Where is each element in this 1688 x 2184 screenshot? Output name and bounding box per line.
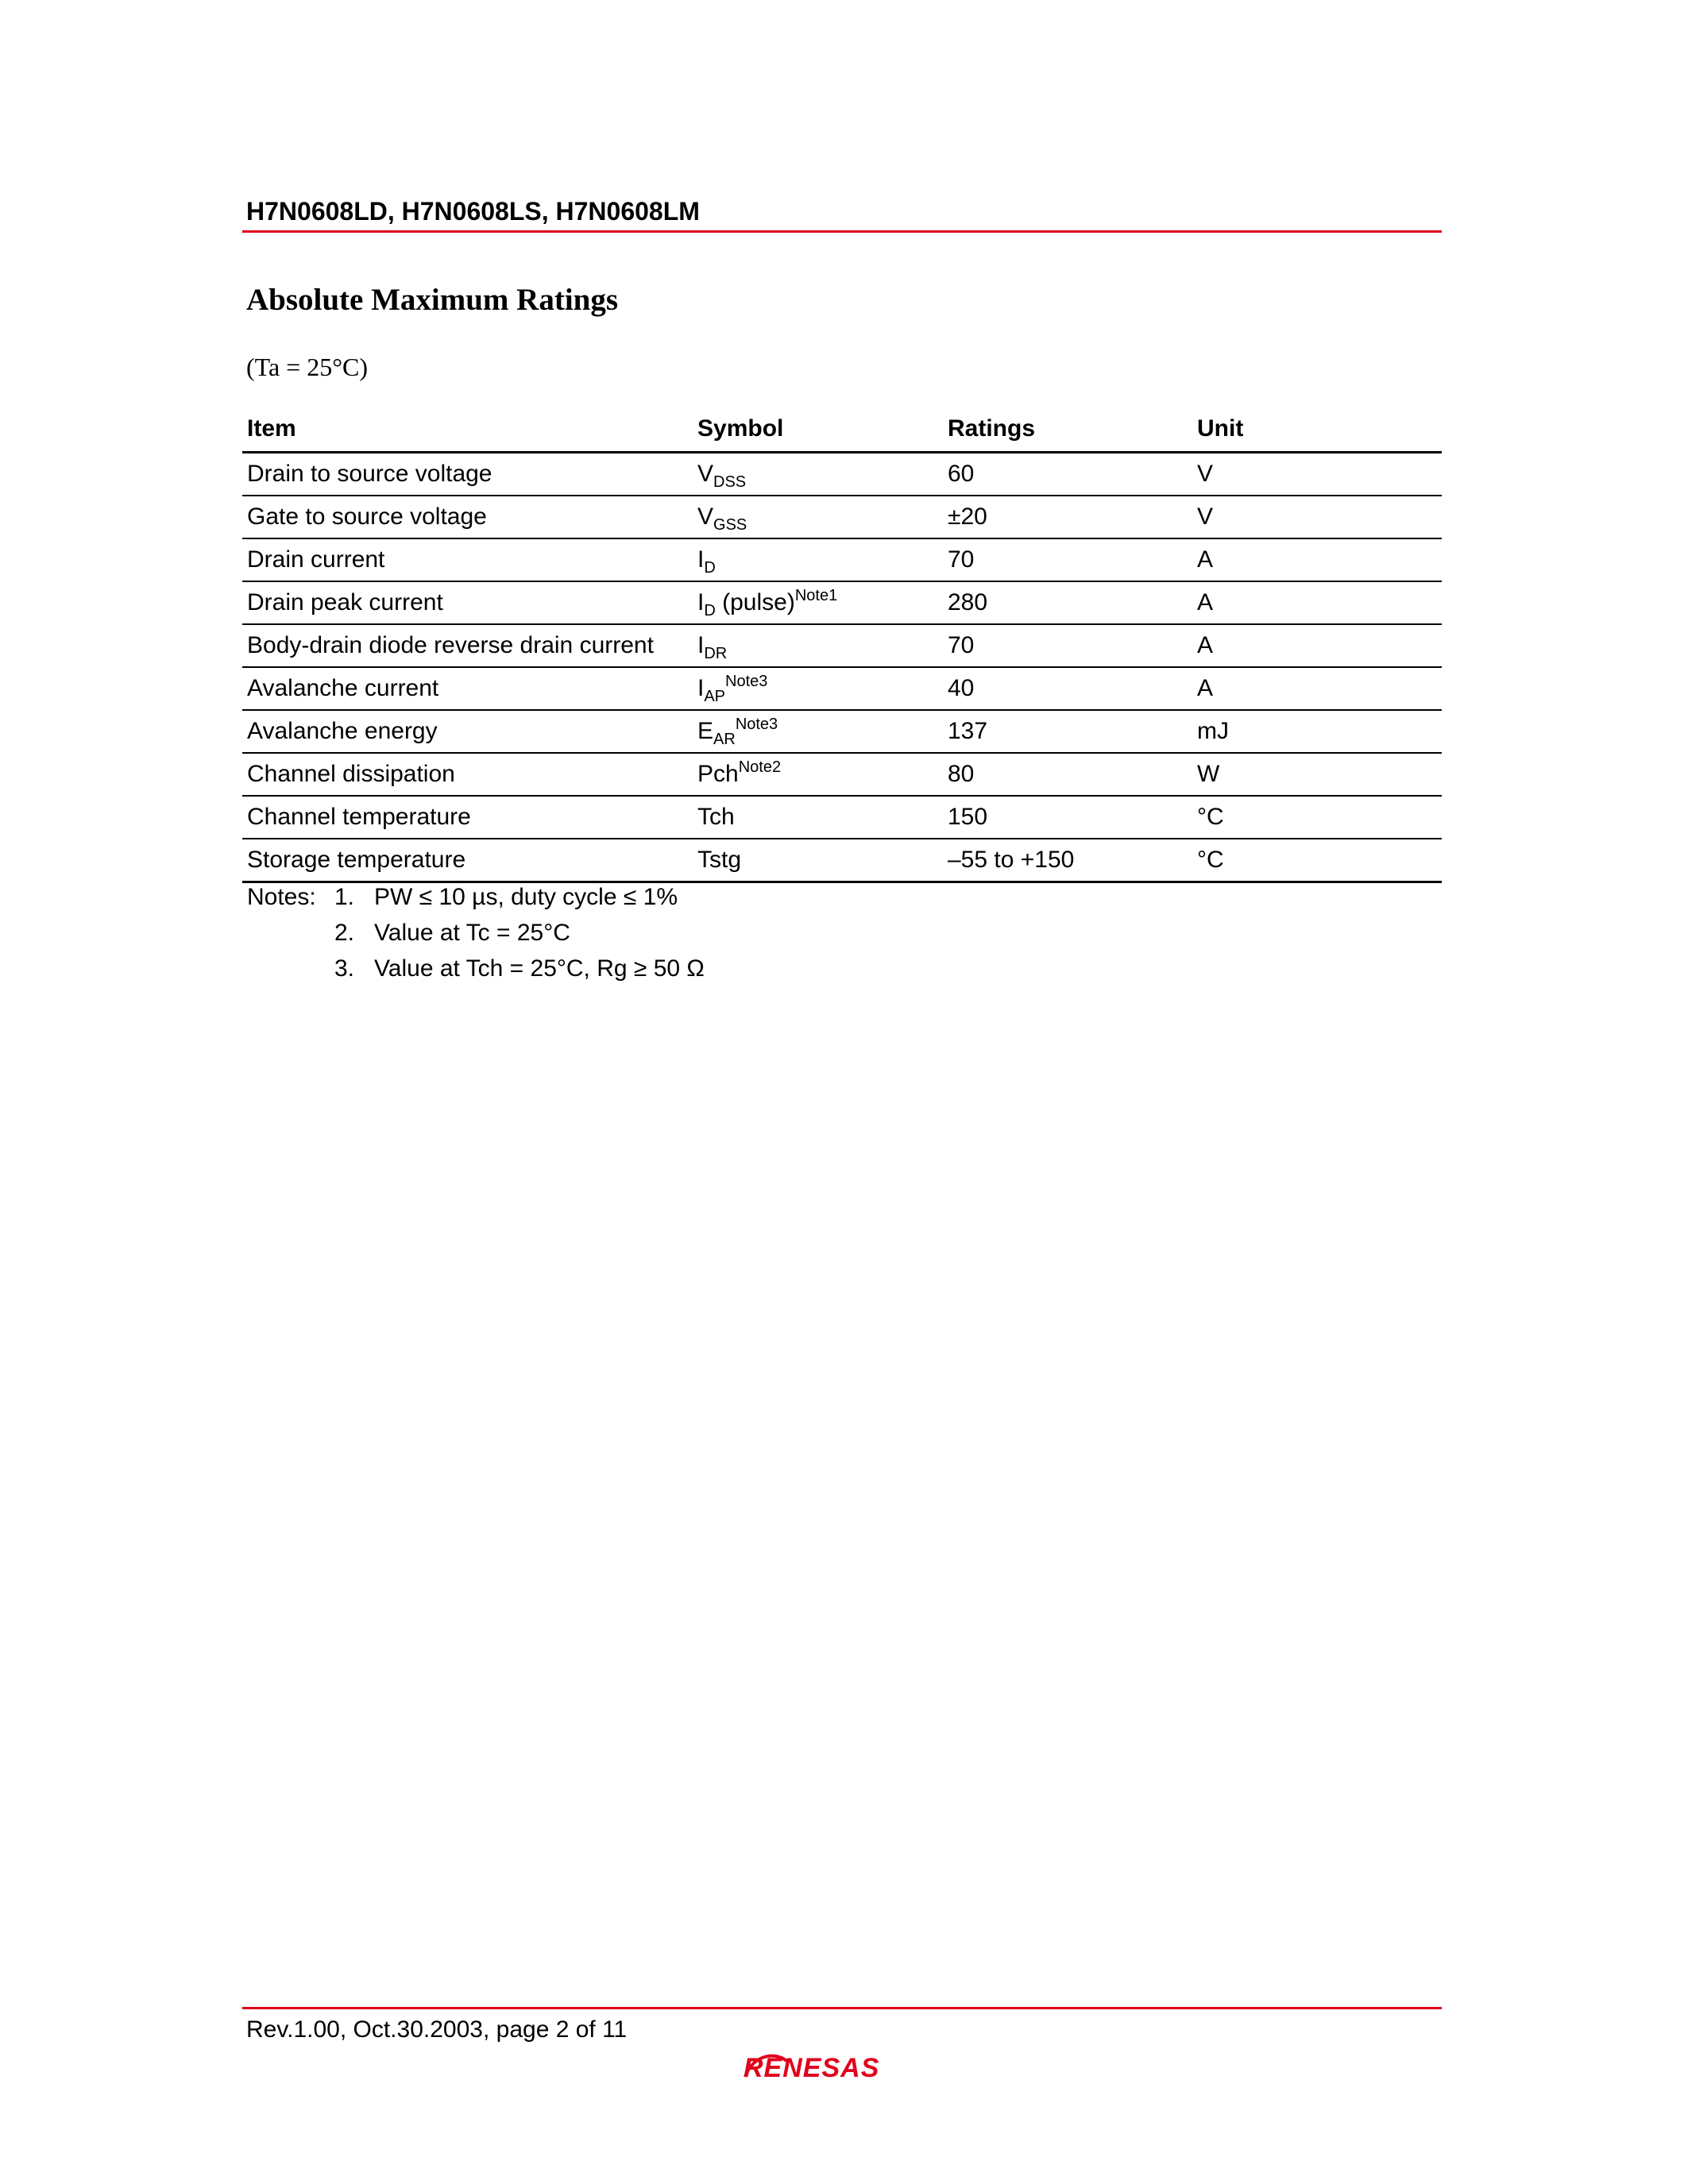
row-rating: 40 — [948, 675, 975, 701]
row-symbol: Tstg — [697, 847, 742, 873]
notes-label: Notes: — [247, 884, 316, 910]
row-unit: A — [1197, 589, 1214, 615]
row-item: Avalanche current — [247, 675, 439, 701]
svg-text:RENESAS: RENESAS — [744, 2053, 880, 2083]
ratings-table — [242, 409, 1442, 883]
row-item: Channel dissipation — [247, 761, 455, 787]
note-text: PW ≤ 10 µs, duty cycle ≤ 1% — [374, 884, 678, 910]
row-item: Storage temperature — [247, 847, 466, 873]
row-rating: 70 — [948, 546, 975, 573]
note-text: Value at Tch = 25°C, Rg ≥ 50 Ω — [374, 955, 705, 982]
table-row — [242, 453, 1442, 496]
section-title: Absolute Maximum Ratings — [246, 283, 619, 317]
footer-revision: Rev.1.00, Oct.30.2003, page 2 of 11 — [246, 2016, 628, 2043]
renesas-logo — [740, 2047, 948, 2090]
row-unit: V — [1197, 504, 1214, 530]
row-unit: W — [1197, 761, 1220, 787]
row-item: Drain current — [247, 546, 385, 573]
row-unit: °C — [1197, 804, 1224, 830]
note-text: Value at Tc = 25°C — [374, 920, 570, 946]
row-unit: mJ — [1197, 718, 1229, 744]
note-number: 3. — [334, 955, 355, 982]
row-rating: 280 — [948, 589, 988, 615]
row-item: Drain peak current — [247, 589, 443, 615]
table-row — [242, 711, 1442, 754]
row-unit: A — [1197, 632, 1214, 658]
document-header-title: H7N0608LD, H7N0608LS, H7N0608LM — [246, 197, 700, 226]
table-row — [242, 668, 1442, 711]
row-rating: 150 — [948, 804, 988, 830]
row-rating: ±20 — [948, 504, 987, 530]
note-number: 1. — [334, 884, 355, 910]
row-rating: 80 — [948, 761, 975, 787]
row-unit: A — [1197, 546, 1214, 573]
row-rating: 60 — [948, 461, 975, 487]
row-rating: 137 — [948, 718, 988, 744]
footer-rule — [242, 2007, 1442, 2009]
note-number: 2. — [334, 920, 355, 946]
table-row — [242, 496, 1442, 539]
renesas-logo-icon — [740, 2047, 948, 2086]
row-item: Avalanche energy — [247, 718, 438, 744]
header-rule — [242, 230, 1442, 233]
row-symbol: $V_{DSS}$ — [697, 461, 747, 491]
row-unit: °C — [1197, 847, 1224, 873]
row-item: Body-drain diode reverse drain current — [247, 632, 654, 658]
table-row — [242, 839, 1442, 883]
row-symbol: $V_{GSS}$ — [697, 504, 747, 534]
row-symbol: Tch — [697, 804, 735, 830]
table-row — [242, 754, 1442, 797]
row-unit: V — [1197, 461, 1214, 487]
row-symbol: $E_{AR}^{Note3}$ — [697, 716, 778, 748]
row-rating: 70 — [948, 632, 975, 658]
header-ratings: Ratings — [948, 415, 1036, 442]
row-item: Drain to source voltage — [247, 461, 492, 487]
header-unit: Unit — [1197, 415, 1244, 442]
table-row — [242, 625, 1442, 668]
row-item: Gate to source voltage — [247, 504, 487, 530]
ambient-condition: (Ta = 25°C) — [246, 353, 369, 381]
row-symbol: $I_{DR}$ — [697, 632, 728, 662]
table-row — [242, 539, 1442, 582]
table-row — [242, 582, 1442, 625]
header-symbol: Symbol — [697, 415, 784, 442]
header-item: Item — [247, 415, 296, 442]
row-symbol: Pch$^{Note2}$ — [697, 758, 782, 787]
table-header-row — [242, 409, 1442, 453]
row-symbol: $I_{AP}^{Note3}$ — [697, 673, 768, 705]
row-unit: A — [1197, 675, 1214, 701]
table-row — [242, 797, 1442, 839]
row-rating: –55 to +150 — [948, 847, 1075, 873]
row-symbol: $I_D$ (pulse)$^{Note1}$ — [697, 587, 838, 619]
row-symbol: $I_D$ — [697, 546, 716, 577]
row-item: Channel temperature — [247, 804, 471, 830]
